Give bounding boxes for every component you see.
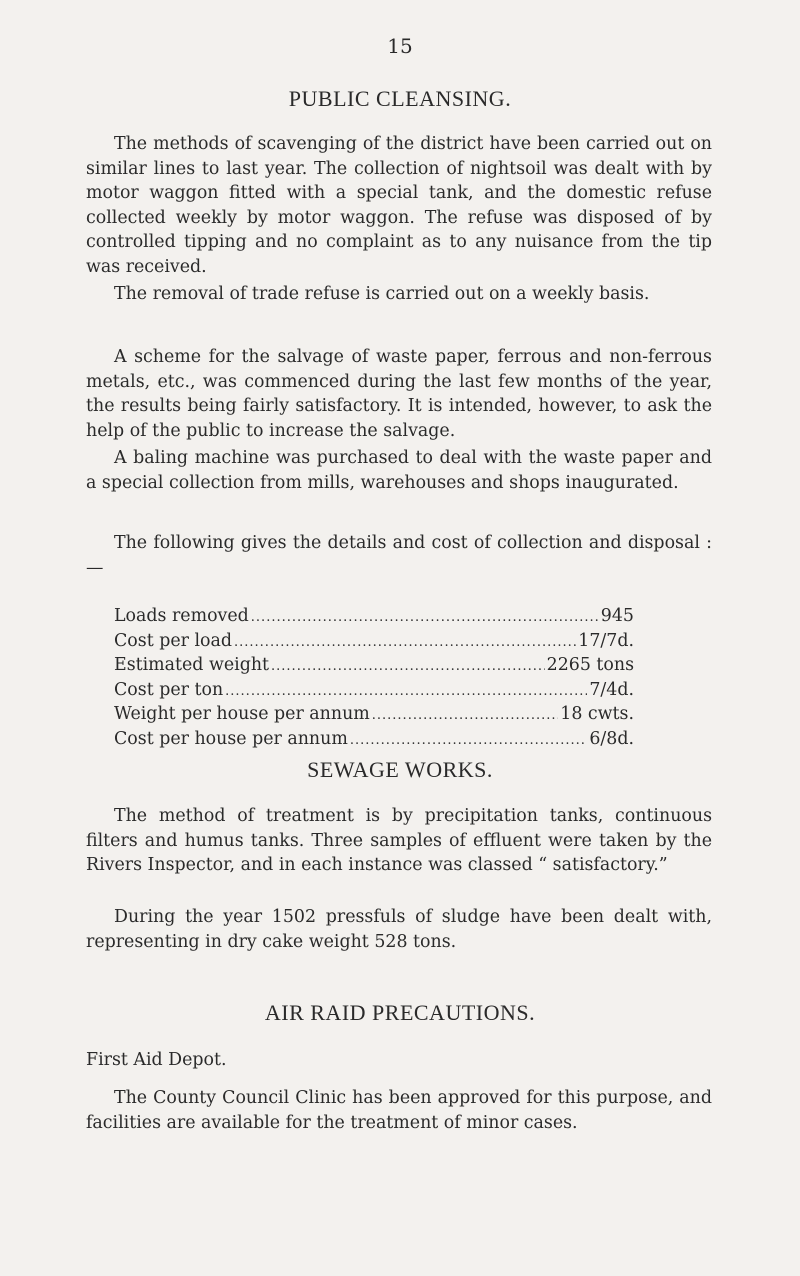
dot-leader (350, 729, 588, 754)
paragraph-salvage-scheme: A scheme for the salvage of waste paper, ferrous and non-ferrous metals, etc., was commenced during the last few months of the year, the results being fairly satisfactory. It is intended, however, to ask the help of the public to increase the salvage. (86, 347, 712, 441)
row-value: 2265 tons (546, 655, 634, 676)
table-row (114, 629, 634, 654)
collection-cost-table (114, 604, 634, 752)
heading-sewage-works: SEWAGE WORKS. (307, 757, 493, 782)
row-value: 7/4d. (589, 679, 634, 700)
dot-leader (225, 680, 587, 705)
row-value: 945 (600, 606, 634, 626)
paragraph-trade-refuse: The removal of trade refuse is carried out on a weekly basis. (114, 284, 650, 304)
dot-leader (372, 704, 559, 729)
table-row (114, 702, 634, 727)
table-row (114, 678, 634, 703)
row-label: Weight per house per annum (114, 704, 370, 725)
row-label: Loads removed (114, 606, 249, 626)
subheading-first-aid-depot: First Aid Depot. (86, 1050, 227, 1070)
row-label: Estimated weight (114, 655, 270, 676)
row-label: Cost per ton (114, 679, 224, 700)
heading-air-raid-precautions: AIR RAID PRECAUTIONS. (264, 1000, 536, 1025)
row-label: Cost per load (114, 630, 233, 651)
page-number: 15 (387, 34, 413, 58)
paragraph-sludge: During the year 1502 pressfuls of sludge have been dealt with, representing in dry cake weight 528 tons. (86, 907, 712, 952)
dot-leader (234, 631, 576, 656)
heading-public-cleansing: PUBLIC CLEANSING. (288, 86, 512, 111)
dot-leader (251, 606, 599, 631)
row-value: 6/8d. (589, 728, 634, 749)
row-label: Cost per house per annum (114, 728, 348, 749)
table-row (114, 727, 634, 752)
paragraph-scavenging: The methods of scavenging of the district have been carried out on similar lines to last year. The collection of nightsoil was dealt with by motor waggon fitted with a special tank, and the domestic refuse collected weekly by motor waggon. The refuse was disposed of by controlled tipping and no complaint as to any nuisance from the tip was received. (86, 134, 712, 277)
dot-leader (271, 655, 545, 680)
table-row (114, 653, 634, 678)
row-value: 17/7d. (578, 630, 634, 651)
table-row (114, 604, 634, 629)
paragraph-baling-machine: A baling machine was purchased to deal with the waste paper and a special collection from mills, warehouses and shops inaugurated. (86, 448, 712, 493)
paragraph-details-intro: The following gives the details and cost of collection and disposal :— (86, 533, 712, 578)
paragraph-sewage-treatment: The method of treatment is by precipitation tanks, continuous filters and humus tanks. Three samples of effluent were taken by the Rivers Inspector, and in each instance was classed “ satisfactory.” (86, 806, 712, 876)
row-value: 18 cwts. (560, 704, 634, 725)
paragraph-clinic: The County Council Clinic has been approved for this purpose, and facilities are available for the treatment of minor cases. (86, 1088, 712, 1133)
